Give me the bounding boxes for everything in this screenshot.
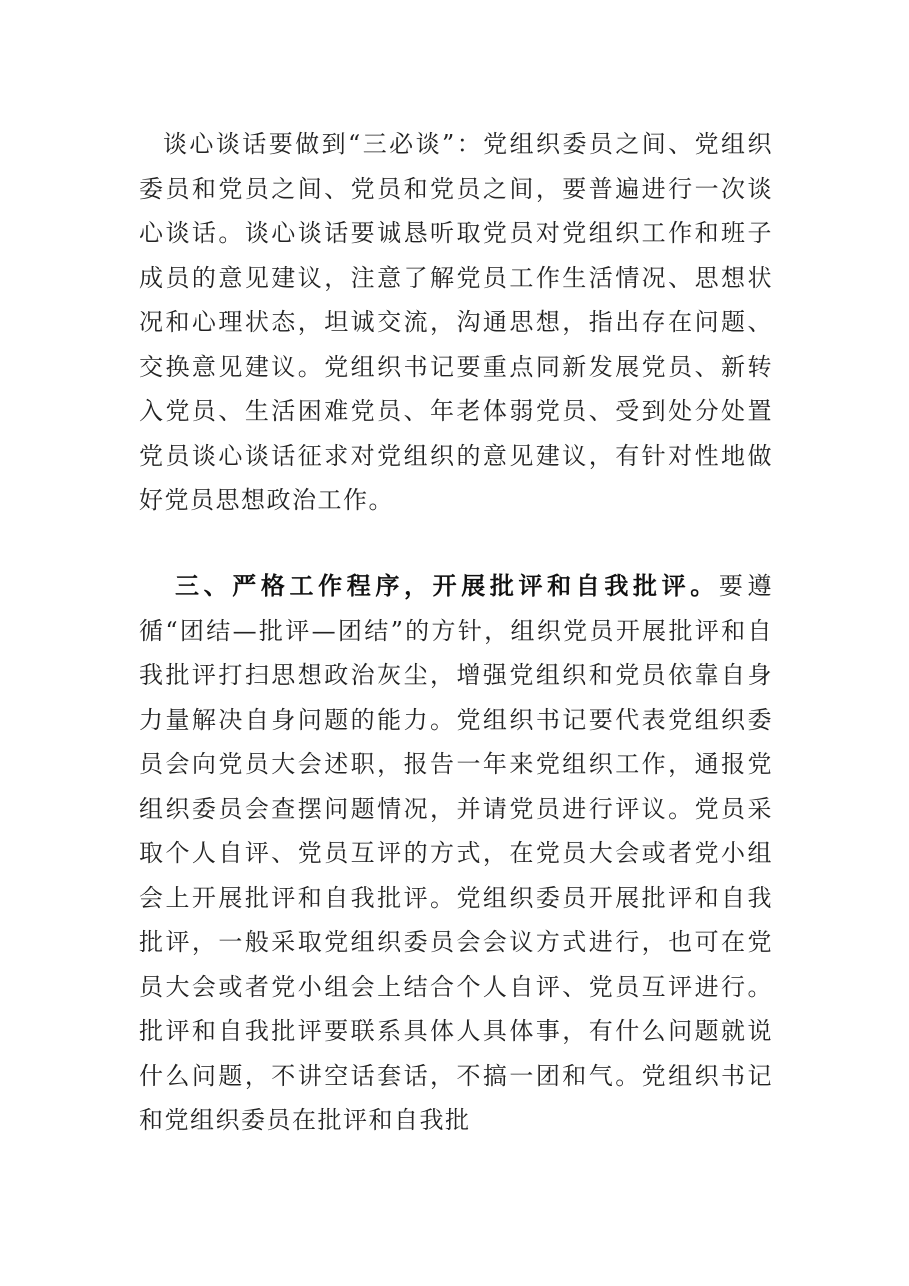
- section-heading-three: 三、严格工作程序，开展批评和自我批评。: [175, 572, 719, 600]
- body-paragraph-criticism-self-criticism: [139, 564, 773, 1143]
- section-body-text: 要遵循“团结—批评—团结”的方针，组织党员开展批评和自我批评打扫思想政治灰尘，增强党组织和党员依靠自身力量解决自身问题的能力。党组织书记要代表党组织委员会向党员大会述职，报告一年来党组织工作，通报党组织委员会查摆问题情况，并请党员进行评议。党员采取个人自评、党员互评的方式，在党员大会或者党小组会上开展批评和自我批评。党组织委员开展批评和自我批评，一般采取党组织委员会会议方式进行，也可在党员大会或者党小组会上结合个人自评、党员互评进行。批评和自我批评要联系具体人具体事，有什么问题就说什么问题，不讲空话套话，不搞一团和气。党组织书记和党组织委员在批评和自我批: [139, 572, 773, 1134]
- body-paragraph-heart-to-heart-talks: 谈心谈话要做到“三必谈”：党组织委员之间、党组织委员和党员之间、党员和党员之间，要普遍进行一次谈心谈话。谈心谈话要诚恳听取党员对党组织工作和班子成员的意见建议，注意了解党员工作生活情况、思想状况和心理状态，坦诚交流，沟通思想，指出存在问题、交换意见建议。党组织书记要重点同新发展党员、新转入党员、生活困难党员、年老体弱党员、受到处分处置党员谈心谈话征求对党组织的意见建议，有针对性地做好党员思想政治工作。: [139, 130, 773, 514]
